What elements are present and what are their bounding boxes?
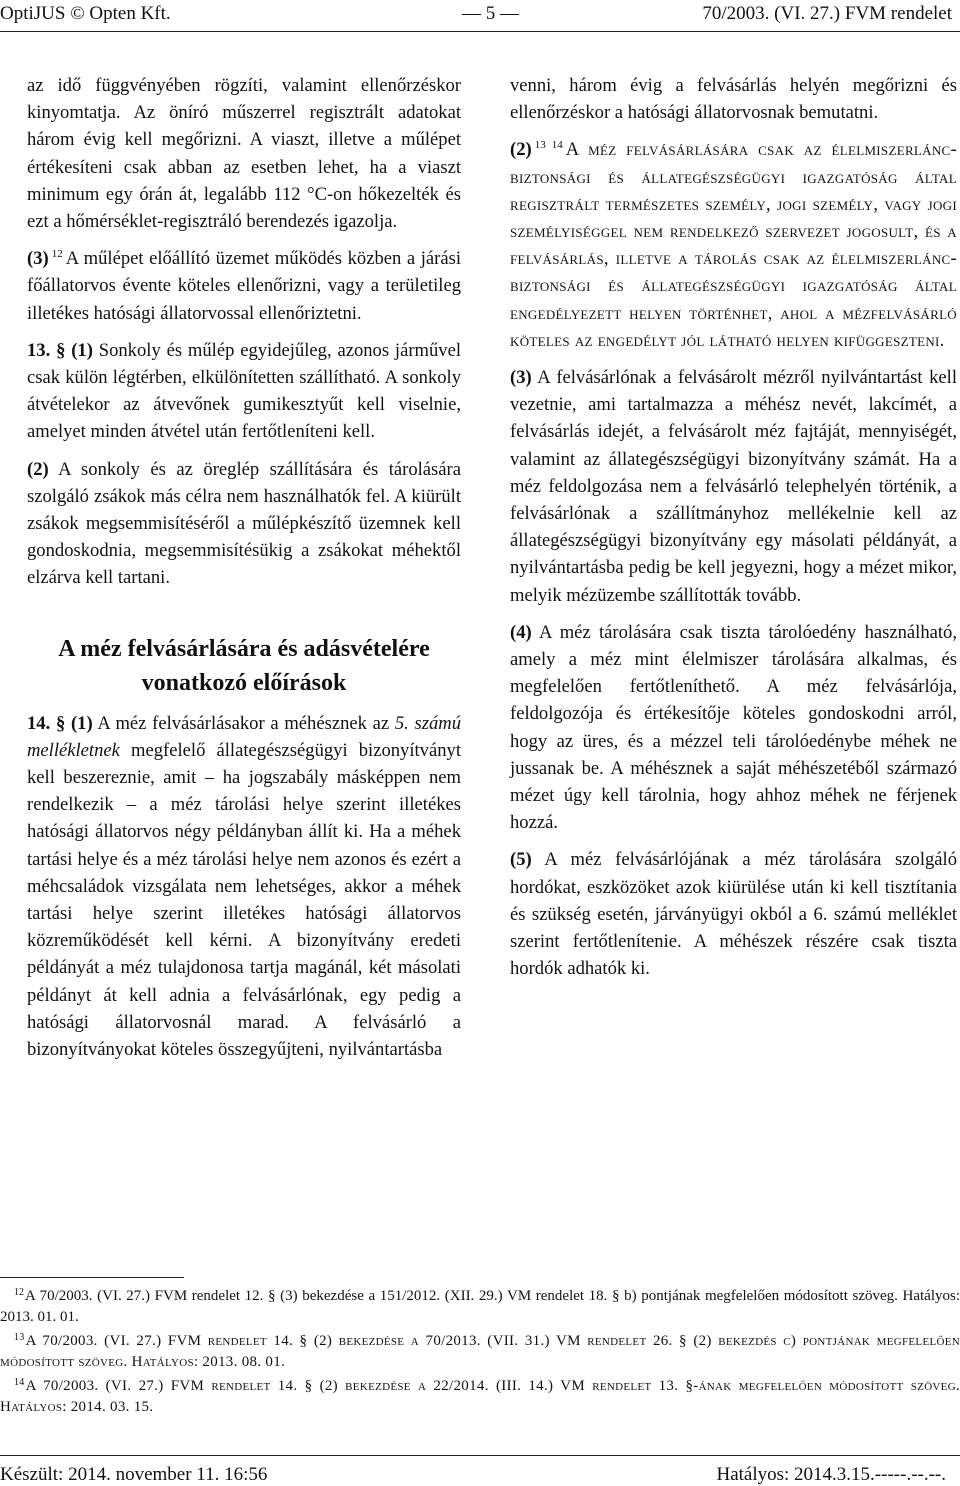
annex-link[interactable]: 5. számú mellékletnek <box>27 712 462 761</box>
left-column <box>27 72 461 1063</box>
paragraph-number: (1) <box>71 339 93 361</box>
section-number: 14. § <box>27 712 66 734</box>
paragraph <box>510 72 957 126</box>
paragraph-4 <box>510 619 957 837</box>
paragraph-number: (5) <box>510 849 532 871</box>
paragraph-number: (1) <box>70 712 93 734</box>
footnotes <box>0 1286 960 1421</box>
document-title: 70/2003. (VI. 27.) FVM rendelet <box>702 3 952 24</box>
paragraph-text: A méz tárolására csak tiszta tárolóedény használható, amely a méz mint élelmiszer tárolására alkalmas, és megfelelően fertőtleníthető. A méz felvásárlója, feldolgozója és értékesítője köteles gondoskodni arról, hogy az üres, és a mézzel teli tárolóedénybe méhek ne jussanak be. A méhésznek a saját méhészetéből származó mézet úgy kell tárolnia, hogy ahhoz méhek ne férjenek hozzá. <box>510 621 957 834</box>
header-rule <box>0 31 960 32</box>
effective-date: Hatályos: 2014.3.15.-----.--.--. <box>716 1464 946 1485</box>
footnote-number: 12 <box>14 1287 24 1298</box>
paragraph-text: venni, három évig a felvásárlás helyén megőrizni és ellenőrzéskor a hatósági állatorvosnak bemutatni. <box>510 75 957 124</box>
paragraph-2 <box>510 136 957 354</box>
paragraph-3 <box>510 364 957 609</box>
footnote-text: A 70/2003. (VI. 27.) FVM rendelet 14. § (2) bekezdése a 70/2013. (VII. 31.) VM rendelet 26. § (2) bekezdés c) pontjának megfelelően módosított szöveg. Hatályos: 2013. 08. 01. <box>0 1333 960 1370</box>
paragraph-text: A sonkoly és az öreglép szállítására és tárolására szolgáló zsákok más célra nem használhatók fel. A kiürült zsákok megsemmisítéséről a műlépkészítő üzemnek kell gondoskodnia, megsemmisítésükig a zsákokat méhektől elzárva kell tartani. <box>27 458 461 589</box>
footnote-text: A 70/2003. (VI. 27.) FVM rendelet 12. § (3) bekezdése a 151/2012. (XII. 29.) VM rendelet 18. § b) pontjának megfelelően módosított szöveg. Hatályos: 2013. 01. 01. <box>0 1288 960 1325</box>
paragraph-number: (2) <box>27 458 49 480</box>
paragraph-number: (4) <box>510 621 532 643</box>
footnote-rule <box>0 1277 184 1278</box>
paragraph-text: az idő függvényében rögzíti, valamint ellenőrzéskor kinyomtatja. Az öníró műszerrel regisztrált adatokat három évig kell megőrizni. A viaszt, illetve a műlépet értékesíteni csak abban az esetben lehet, ha a viaszt minimum egy órán át, legalább 112 °C-on hőkezelték és ezt a hőmérséklet-regisztráló berendezés igazolja. <box>27 75 461 233</box>
section-number: 13. § <box>27 339 66 361</box>
paragraph-number: (3) <box>27 248 49 270</box>
paragraph-number: (2) <box>510 139 532 161</box>
publisher-label: OptiJUS © Opten Kft. <box>0 3 171 24</box>
footnote-number: 14 <box>14 1377 25 1388</box>
paragraph-text: megfelelő állategészségügyi bizonyítványt kell beszereznie, amit – ha jogszabály másképpen nem rendelkezik – a méz tárolási helye szerint illetékes hatósági állatorvos négy példányban állít ki. Ha a méhek tartási helye és a méz tárolási helye nem azonos és ezért a méhcsaládok vizsgálata nem lehetséges, akkor a méhek tartási helye szerint illetékes hatósági állatorvos közreműködését kell kérni. A bizonyítvány eredeti példányát a méz tulajdonosa tartja magánál, két másolati példányt át kell adnia a felvásárlónak, egy pedig a hatósági állatorvosnál marad. A felvásárló a bizonyítványokat köteles összegyűjteni, nyilvántartásba <box>27 739 461 1061</box>
paragraph-5 <box>510 846 957 982</box>
paragraph-text: A méz felvásárlásakor a méhésznek az <box>97 712 390 734</box>
page-number: — 5 — <box>462 3 519 24</box>
section-heading: A méz felvásárlására és adásvételére vonatkozó előírások <box>58 635 430 696</box>
paragraph-text: A műlépet előállító üzemet működés közben a járási főállatorvos évente köteles ellenőrizni, vagy a területileg illetékes hatósági állatorvossal ellenőriztetni. <box>27 248 461 324</box>
footnote <box>0 1331 960 1373</box>
paragraph-text: Sonkoly és műlép egyidejűleg, azonos járművel csak külön légtérben, elkülönítetten szállítható. A sonkoly átvételekor az átvevőnek gumikesztyűt kell viselnie, amelyet minden átvétel után fertőtleníteni kell. <box>27 339 461 443</box>
footnote <box>0 1376 960 1418</box>
footnote-ref[interactable]: 13 <box>534 139 546 152</box>
paragraph-3 <box>27 245 461 327</box>
paragraph-2 <box>27 456 461 592</box>
right-column <box>510 72 957 983</box>
paragraph-text: A felvásárlónak a felvásárolt mézről nyilvántartást kell vezetnie, ami tartalmazza a méhész nevét, lakcímét, a felvásárlás idejét, a felvásárolt méz fajtáját, mennyiségét, valamint az állategészségügyi bizonyítvány számát. Ha a méz feldolgozása nem a felvásárló telephelyén történik, a felvásárlónak a szállítmányhoz mellékelnie kell az állategészségügyi bizonyítvány egy másolati példányát, a nyilvántartásba pedig be kell jegyezni, hogy a mézet mikor, melyik mézüzembe szállították tovább. <box>510 367 958 606</box>
footnote <box>0 1286 960 1328</box>
footnote-ref[interactable]: 14 <box>551 139 563 152</box>
section-14 <box>27 710 461 1064</box>
paragraph-number: (3) <box>510 367 532 389</box>
paragraph <box>27 72 461 235</box>
footnote-ref[interactable]: 12 <box>51 248 63 261</box>
footer-rule <box>0 1455 960 1456</box>
footnote-text: A 70/2003. (VI. 27.) FVM rendelet 14. § (2) bekezdése a 22/2014. (III. 14.) VM rendelet 13. §-ának megfelelően módosított szöveg. Hatályos: 2014. 03. 15. <box>0 1378 960 1415</box>
footnote-number: 13 <box>14 1332 25 1343</box>
paragraph-text: A méz felvásárlására csak az élelmiszerlánc-biztonsági és állategészségügyi igazgatóság által regisztrált természetes személy, jogi személy, vagy jogi személyiséggel nem rendelkező szervezet jogosult, és a felvásárlás, illetve a tárolás csak az élelmiszerlánc-biztonsági és állategészségügyi igazgatóság által engedélyezett helyen történhet, ahol a mézfelvásárló köteles az engedélyt jól látható helyen kifüggeszteni. <box>510 139 957 351</box>
paragraph-text: A méz felvásárlójának a méz tárolására szolgáló hordókat, eszközöket azok kiürülése után ki kell tisztítania és szükség esetén, járványügyi okból a 6. számú melléklet szerint fertőtlenítenie. A méhészek részére csak tiszta hordók adhatók ki. <box>510 849 957 980</box>
section-13 <box>27 337 461 446</box>
created-date: Készült: 2014. november 11. 16:56 <box>0 1464 268 1485</box>
